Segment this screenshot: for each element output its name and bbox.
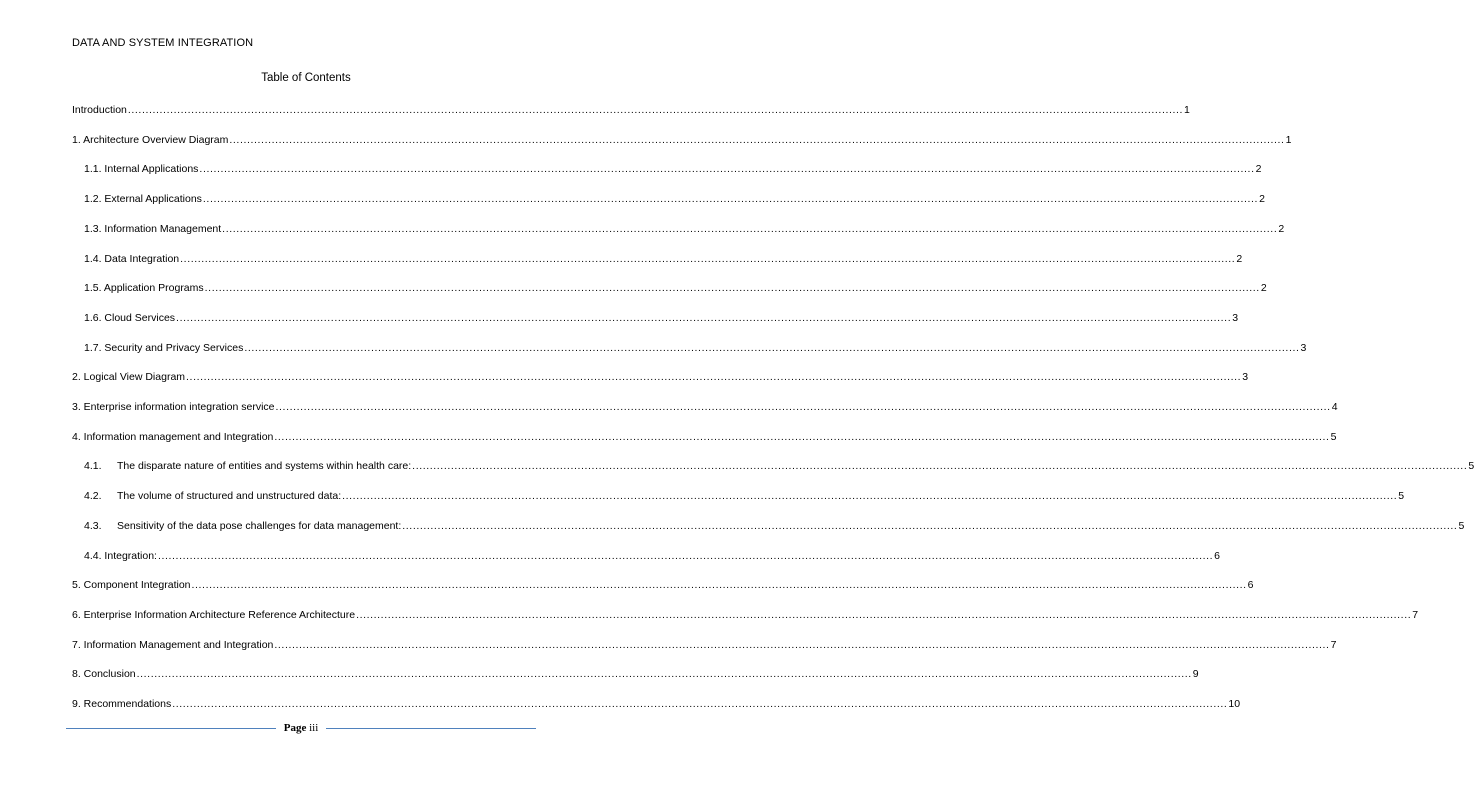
toc-entry[interactable] — [72, 102, 1190, 116]
toc-entry-label: 1.1. Internal Applications — [84, 163, 199, 176]
page-footer — [66, 720, 536, 736]
toc-entry[interactable] — [84, 251, 1243, 265]
toc-leader-dots: ............................................................................................................................................................................................................................................................................................................ — [186, 371, 1242, 384]
toc-entry-page: 9 — [1192, 668, 1199, 681]
running-header: DATA AND SYSTEM INTEGRATION — [72, 37, 254, 49]
toc-entry-page: 5 — [1458, 519, 1465, 532]
toc-entry-label: 4. Information management and Integration — [72, 430, 274, 443]
toc-entry-page: 7 — [1412, 608, 1419, 621]
toc-entry-label: 4.4. Integration: — [84, 549, 157, 562]
toc-entry-label: 1.3. Information Management — [84, 222, 222, 235]
toc-leader-dots: ............................................................................................................................................................................................................................................................................................................ — [176, 311, 1232, 324]
toc-entry-label: Sensitivity of the data pose challenges for data management: — [117, 519, 402, 532]
toc-entry[interactable] — [84, 310, 1239, 324]
toc-leader-dots: ............................................................................................................................................................................................................................................................................................................ — [191, 579, 1247, 592]
toc-entry-label: 1.6. Cloud Services — [84, 311, 176, 324]
toc-entry[interactable] — [84, 161, 1262, 176]
toc-entry-page: 6 — [1214, 549, 1220, 562]
toc-entry-page: 5 — [1330, 430, 1337, 443]
toc-leader-dots: ............................................................................................................................................................................................................................................................................................................ — [157, 549, 1214, 562]
toc-leader-dots: ............................................................................................................................................................................................................................................................................................................ — [199, 163, 1255, 176]
toc-leader-dots: ............................................................................................................................................................................................................................................................................................................ — [402, 519, 1458, 532]
toc-entry-page: 6 — [1247, 579, 1254, 592]
toc-leader-dots: ............................................................................................................................................................................................................................................................................................................ — [356, 608, 1412, 621]
toc-leader-dots: ............................................................................................................................................................................................................................................................................................................ — [229, 133, 1285, 146]
toc-entry-number: 4.2. — [84, 490, 102, 503]
toc-entry-page: 1 — [1184, 104, 1190, 116]
toc-leader-dots: ............................................................................................................................................................................................................................................................................................................ — [342, 490, 1398, 503]
footer-page-word: Page — [283, 722, 307, 734]
toc-entry-page: 3 — [1242, 371, 1249, 384]
toc-entry[interactable] — [72, 132, 1292, 146]
toc-leader-dots: ............................................................................................................................................................................................................................................................................................................ — [202, 193, 1259, 206]
toc-entry-label: 1.5. Application Programs — [84, 282, 204, 295]
toc-leader-dots: ............................................................................................................................................................................................................................................................................................................ — [274, 430, 1330, 443]
toc-entry-label: The disparate nature of entities and systems within health care: — [117, 460, 412, 473]
footer-rule-left — [66, 728, 276, 729]
toc-entry[interactable] — [72, 429, 1337, 443]
toc-leader-dots: ............................................................................................................................................................................................................................................................................................................ — [204, 282, 1260, 295]
toc-leader-dots: ............................................................................................................................................................................................................................................................................................................ — [136, 668, 1192, 681]
toc-entry[interactable] — [72, 369, 1249, 384]
toc-entry[interactable] — [84, 280, 1267, 295]
toc-entry-page: 1 — [1285, 133, 1292, 146]
toc-entry-page: 2 — [1278, 222, 1285, 235]
toc-entry-label: The volume of structured and unstructured data: — [117, 490, 342, 503]
toc-entry-label: 1.7. Security and Privacy Services — [84, 341, 244, 354]
toc-entry[interactable] — [72, 637, 1337, 651]
toc-entry[interactable] — [84, 221, 1285, 235]
toc-entry[interactable] — [84, 518, 1465, 532]
toc-title: Table of Contents — [261, 72, 351, 84]
toc-entry-page: 2 — [1259, 193, 1265, 206]
footer-rule-right — [326, 728, 536, 729]
footer-page-label — [276, 722, 327, 734]
toc-entry-page: 3 — [1300, 341, 1307, 354]
toc-entry[interactable] — [72, 607, 1419, 621]
toc-entry[interactable] — [72, 399, 1338, 413]
toc-entry[interactable] — [84, 340, 1307, 354]
toc-entry-page: 7 — [1330, 638, 1337, 651]
toc-entry[interactable] — [72, 696, 1241, 710]
toc-entry-page: 5 — [1398, 490, 1405, 503]
toc-leader-dots: ............................................................................................................................................................................................................................................................................................................ — [180, 252, 1236, 265]
toc-entry-number: 4.1. — [84, 460, 102, 473]
toc-entry-page: 3 — [1232, 311, 1239, 324]
toc-entry-page: 2 — [1260, 282, 1267, 295]
toc-leader-dots: ............................................................................................................................................................................................................................................................................................................ — [275, 401, 1331, 413]
toc-entry-label: 2. Logical View Diagram — [72, 371, 186, 384]
toc-entry-label: 1.2. External Applications — [84, 193, 202, 206]
footer-page-number: iii — [309, 722, 319, 734]
toc-entry-page: 2 — [1255, 163, 1262, 176]
toc-entry-page: 10 — [1228, 698, 1241, 710]
toc-entry-label: 5. Component Integration — [72, 579, 191, 592]
toc-leader-dots: ............................................................................................................................................................................................................................................................................................................ — [412, 460, 1468, 473]
toc-entry-page: 5 — [1468, 460, 1474, 473]
toc-entry-label: 1. Architecture Overview Diagram — [72, 133, 229, 146]
toc-entry-number: 4.3. — [84, 519, 102, 532]
toc-entry-label: 7. Information Management and Integration — [72, 638, 274, 651]
toc-entry[interactable] — [84, 488, 1405, 503]
toc-entry-label: 1.4. Data Integration — [84, 252, 180, 265]
toc-entry[interactable] — [84, 458, 1474, 473]
toc-entry[interactable] — [72, 666, 1199, 681]
toc-entry-page: 2 — [1236, 252, 1243, 265]
toc-entry-label: Introduction — [72, 104, 127, 116]
toc-entry[interactable] — [84, 548, 1220, 562]
toc-entry-label: 6. Enterprise Information Architecture Reference Architecture — [72, 608, 356, 621]
toc-entry[interactable] — [84, 191, 1265, 206]
toc-entry-page: 4 — [1331, 401, 1338, 413]
toc-entry-label: 3. Enterprise information integration service — [72, 401, 275, 413]
toc-leader-dots: ............................................................................................................................................................................................................................................................................................................ — [172, 698, 1228, 710]
toc-leader-dots: ............................................................................................................................................................................................................................................................................................................ — [244, 341, 1300, 354]
toc-leader-dots: ............................................................................................................................................................................................................................................................................................................ — [222, 222, 1278, 235]
toc-entry-label: 9. Recommendations — [72, 698, 172, 710]
toc-leader-dots: ............................................................................................................................................................................................................................................................................................................ — [274, 638, 1330, 651]
toc-leader-dots: ............................................................................................................................................................................................................................................................................................................ — [127, 104, 1184, 116]
toc-entry-label: 8. Conclusion — [72, 668, 136, 681]
toc-entry[interactable] — [72, 577, 1254, 592]
